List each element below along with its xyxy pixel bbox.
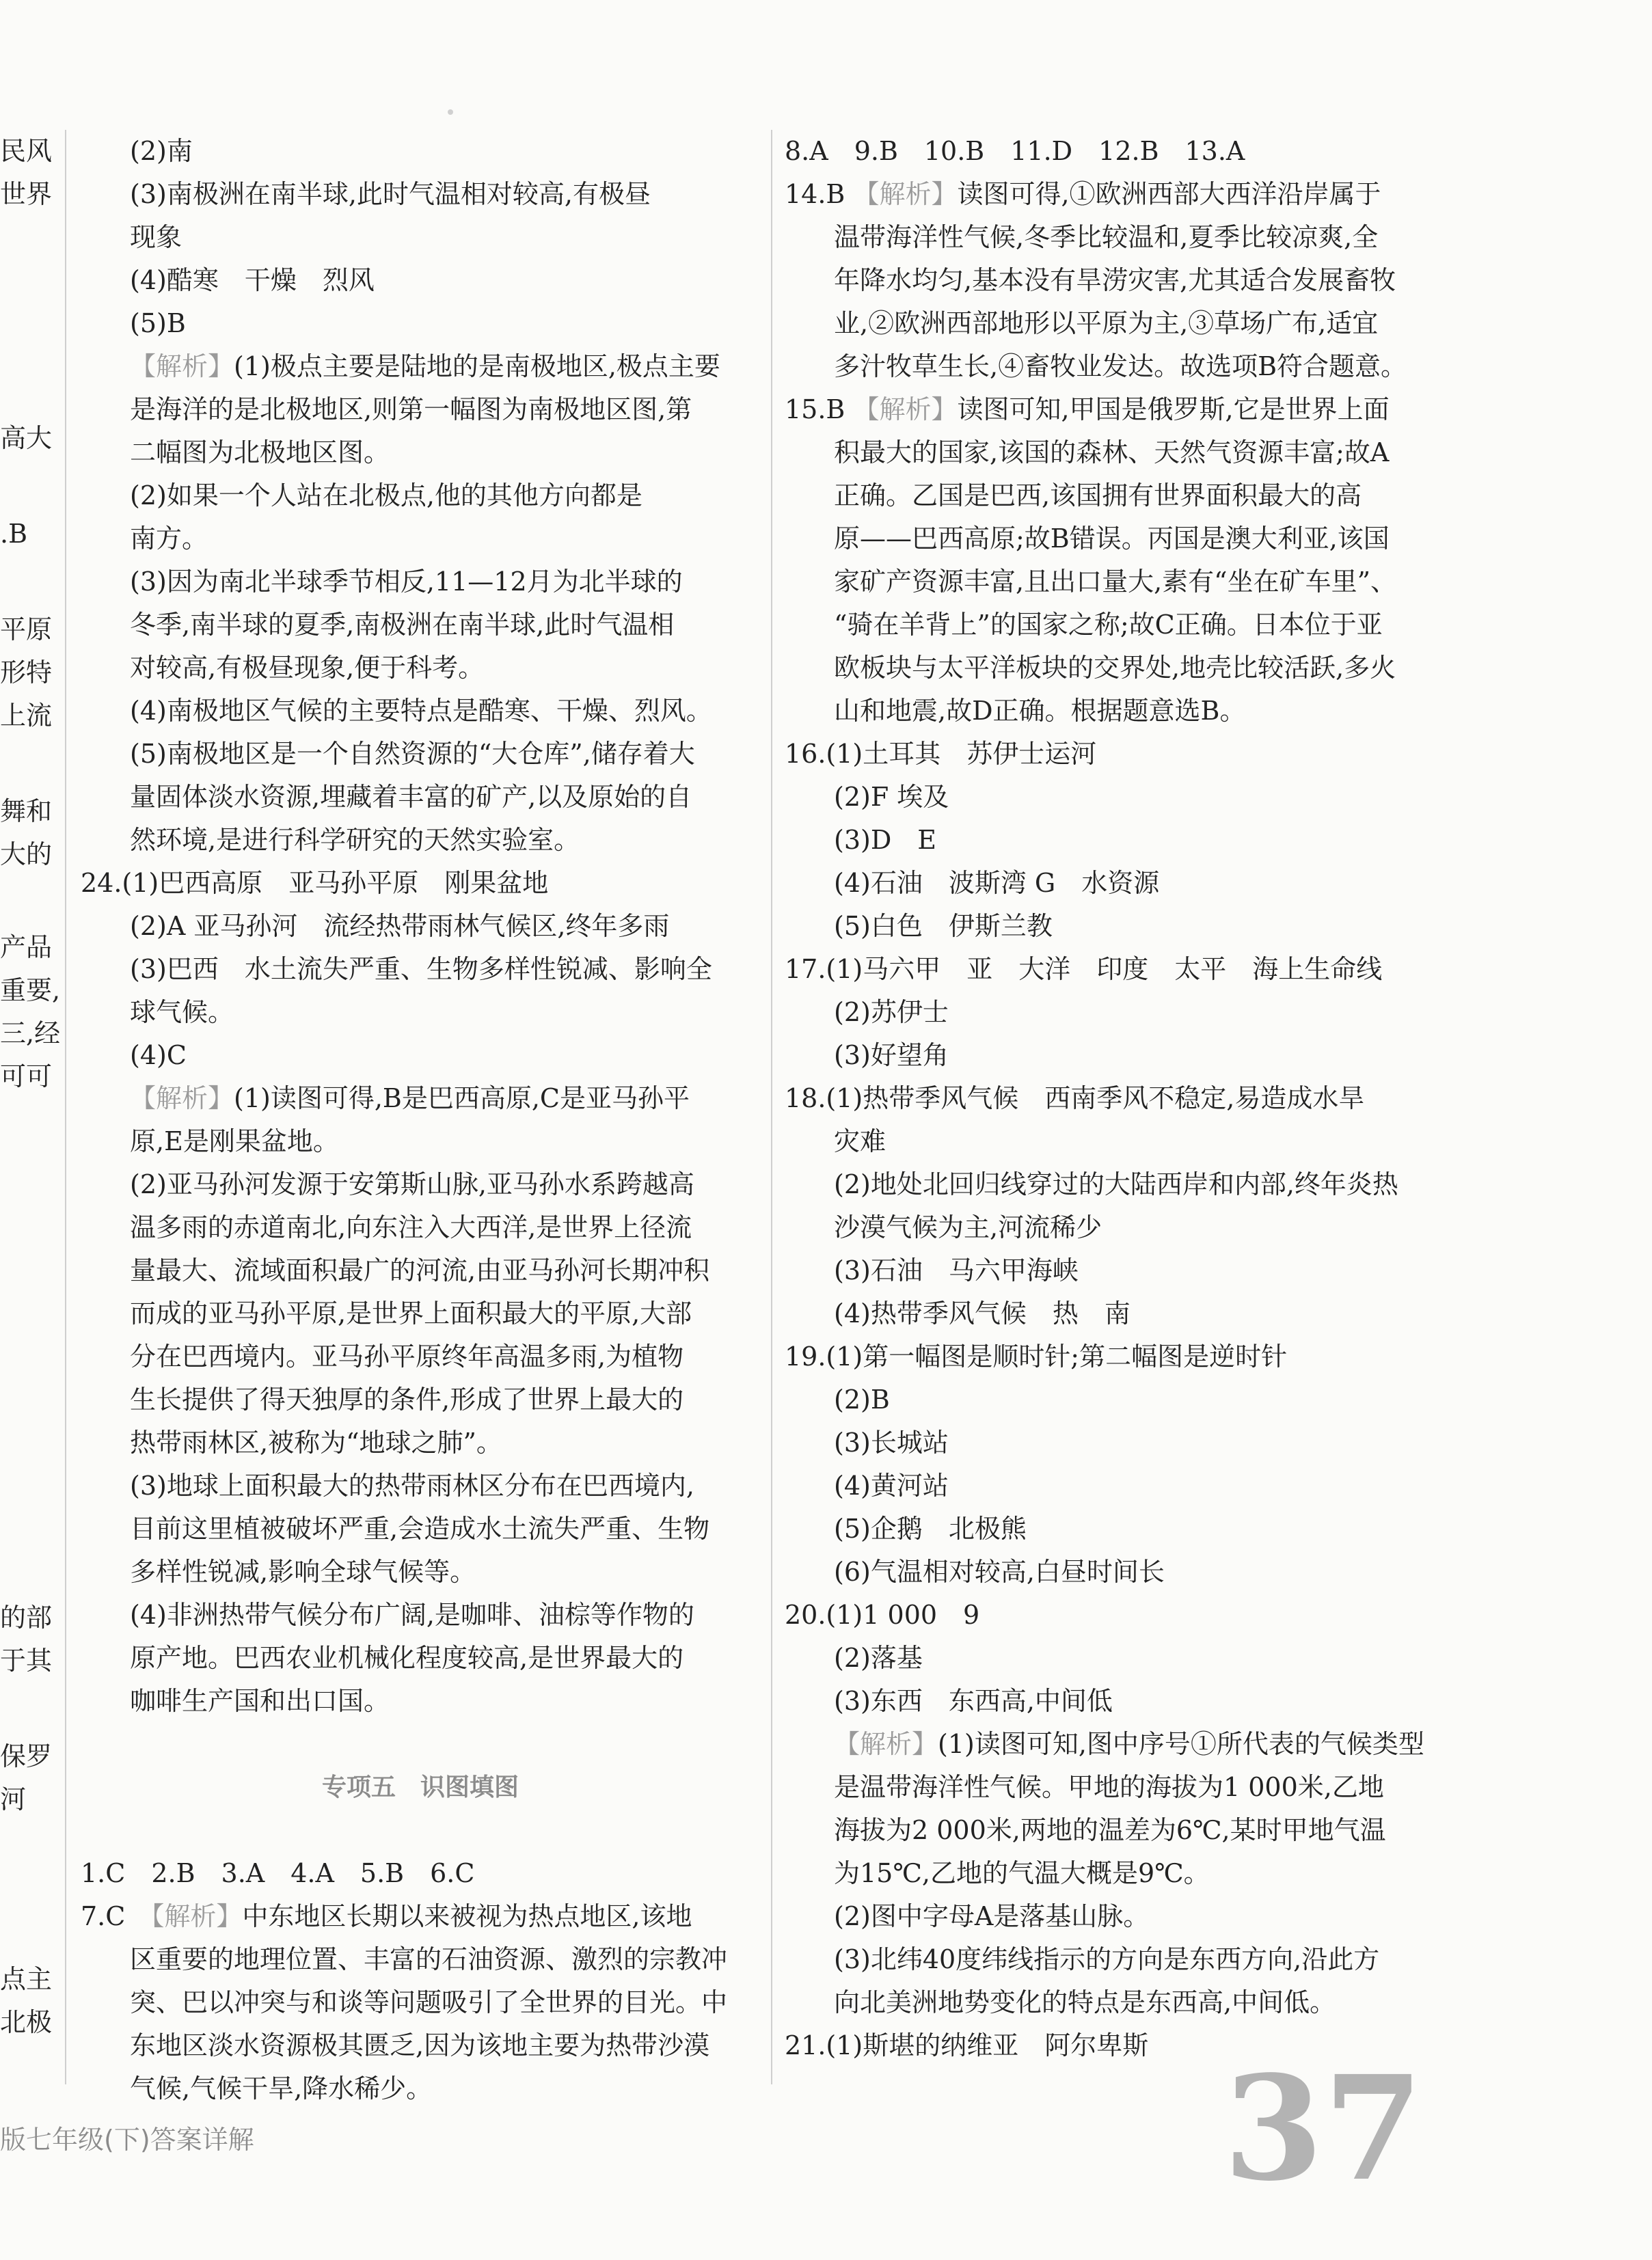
text-line <box>81 1378 760 1421</box>
page-number: 37 <box>1223 2044 1424 2213</box>
line-text: (4)C <box>130 1040 187 1070</box>
analysis-tag: 【解析】 <box>130 1083 234 1113</box>
line-text: (1)极点主要是陆地的是南极地区,极点主要 <box>234 351 720 381</box>
text-line <box>785 1766 1468 1809</box>
text-line <box>81 259 760 302</box>
line-text: 热带雨林区,被称为“地球之肺”。 <box>130 1428 502 1458</box>
text-line <box>785 1378 1468 1421</box>
text-line <box>785 1551 1468 1594</box>
analysis-tag: 【解析】 <box>834 1729 938 1759</box>
footer-text: 版七年级(下)答案详解 <box>0 2125 254 2155</box>
line-text: (1)读图可知,图中序号①所代表的气候类型 <box>938 1729 1424 1759</box>
text-line <box>785 862 1468 905</box>
text-line <box>785 560 1468 603</box>
line-text: 现象 <box>130 222 182 252</box>
text-line <box>81 1249 760 1292</box>
line-text: 原——巴西高原;故B错误。丙国是澳大利亚,该国 <box>834 523 1390 554</box>
analysis-tag: 【解析】 <box>130 351 234 381</box>
line-text: 对较高,有极昼现象,便于科考。 <box>130 653 485 683</box>
text-line <box>81 862 760 905</box>
edge-fragment: .B <box>0 519 28 549</box>
text-line <box>785 1034 1468 1077</box>
text-line <box>785 1249 1468 1292</box>
left-column <box>81 130 760 2110</box>
line-text: (3)东西 东西高,中间低 <box>834 1686 1113 1716</box>
text-line <box>81 2024 760 2067</box>
text-line <box>81 1551 760 1594</box>
line-text: 海拔为2 000米,两地的温差为6℃,某时甲地气温 <box>834 1815 1386 1845</box>
line-text: 量最大、流域面积最广的河流,由亚马孙河长期冲积 <box>130 1255 710 1285</box>
edge-fragment: 产品 <box>0 932 53 962</box>
line-text: (2)亚马孙河发源于安第斯山脉,亚马孙水系跨越高 <box>130 1169 694 1199</box>
text-line <box>81 1852 760 1895</box>
text-line <box>81 1981 760 2024</box>
line-text: 冬季,南半球的夏季,南极洲在南半球,此时气温相 <box>130 610 675 640</box>
line-text: 沙漠气候为主,河流稀少 <box>834 1212 1102 1242</box>
line-text: (2)A 亚马孙河 流经热带雨林气候区,终年多雨 <box>130 911 670 941</box>
edge-fragment: 高大 <box>0 423 53 453</box>
line-text: 东地区淡水资源极其匮乏,因为该地主要为热带沙漠 <box>130 2030 710 2060</box>
text-line <box>81 1465 760 1508</box>
line-text: (3)石油 马六甲海峡 <box>834 1255 1079 1285</box>
line-text: (2)苏伊士 <box>834 997 949 1027</box>
line-text: (4)黄河站 <box>834 1471 949 1501</box>
text-line <box>785 1163 1468 1206</box>
line-text: 温带海洋性气候,冬季比较温和,夏季比较凉爽,全 <box>834 222 1379 252</box>
text-line <box>785 1508 1468 1551</box>
line-text: (2)地处北回归线穿过的大陆西岸和内部,终年炎热 <box>834 1169 1398 1199</box>
line-text: 是温带海洋性气候。甲地的海拔为1 000米,乙地 <box>834 1772 1384 1802</box>
text-line <box>785 1981 1468 2024</box>
line-text: 分在巴西境内。亚马孙平原终年高温多雨,为植物 <box>130 1342 684 1372</box>
line-text: 17.(1)马六甲 亚 大洋 印度 太平 海上生命线 <box>785 954 1383 984</box>
text-line <box>785 259 1468 302</box>
text-line <box>785 130 1468 173</box>
text-line <box>81 905 760 948</box>
analysis-tag: 【解析】 <box>853 179 958 209</box>
text-line <box>785 948 1468 991</box>
line-text: 原,E是刚果盆地。 <box>130 1126 339 1156</box>
text-line <box>81 517 760 560</box>
text-line <box>81 345 760 388</box>
line-text: 多汁牧草生长,④畜牧业发达。故选项B符合题意。 <box>834 351 1407 381</box>
text-line <box>81 948 760 991</box>
line-text: 14.B <box>785 179 854 209</box>
line-text: (2)B <box>834 1385 890 1415</box>
line-text: 家矿产资源丰富,且出口量大,素有“坐在矿车里”、 <box>834 567 1397 597</box>
line-text: 向北美洲地势变化的特点是东西高,中间低。 <box>834 1987 1336 2017</box>
line-text: 18.(1)热带季风气候 西南季风不稳定,易造成水旱 <box>785 1083 1365 1113</box>
column-rule-middle <box>771 130 772 2084</box>
text-line <box>785 905 1468 948</box>
text-line <box>785 345 1468 388</box>
line-text: (4)石油 波斯湾 G 水资源 <box>834 868 1160 898</box>
text-line <box>81 1637 760 1680</box>
line-text: (3)好望角 <box>834 1040 949 1070</box>
text-line <box>81 216 760 259</box>
line-text: (2)F 埃及 <box>834 782 949 812</box>
text-line <box>81 819 760 862</box>
text-line <box>785 1680 1468 1723</box>
line-text: 而成的亚马孙平原,是世界上面积最大的平原,大部 <box>130 1298 692 1329</box>
text-line <box>785 1465 1468 1508</box>
line-text: 山和地震,故D正确。根据题意选B。 <box>834 696 1246 726</box>
text-line <box>81 1034 760 1077</box>
line-text: (4)南极地区气候的主要特点是酷寒、干燥、烈风。 <box>130 696 712 726</box>
line-text: 欧板块与太平洋板块的交界处,地壳比较活跃,多火 <box>834 653 1396 683</box>
text-line <box>81 1120 760 1163</box>
line-text: 多样性锐减,影响全球气候等。 <box>130 1557 476 1587</box>
edge-fragment: 重要, <box>0 975 61 1005</box>
text-line <box>81 603 760 646</box>
line-text: (2)南 <box>130 136 193 166</box>
text-line <box>785 733 1468 776</box>
line-text: (4)热带季风气候 热 南 <box>834 1298 1130 1329</box>
text-line <box>785 776 1468 819</box>
line-text: 球气候。 <box>130 997 234 1027</box>
text-line <box>785 1594 1468 1637</box>
line-text: (3)地球上面积最大的热带雨林区分布在巴西境内, <box>130 1471 694 1501</box>
text-line <box>81 1077 760 1120</box>
text-line <box>81 690 760 733</box>
text-line <box>81 431 760 474</box>
line-text: 读图可知,甲国是俄罗斯,它是世界上面 <box>957 394 1390 424</box>
line-text: (3)北纬40度纬线指示的方向是东西方向,沿此方 <box>834 1944 1380 1974</box>
edge-fragment: 北极 <box>0 2007 53 2037</box>
text-line <box>785 474 1468 517</box>
text-line <box>81 2067 760 2110</box>
line-text: 19.(1)第一幅图是顺时针;第二幅图是逆时针 <box>785 1342 1288 1372</box>
text-line <box>81 1594 760 1637</box>
edge-fragment: 民风 <box>0 136 53 166</box>
edge-fragment: 上流 <box>0 700 53 731</box>
analysis-tag: 【解析】 <box>853 394 958 424</box>
line-text: (1)读图可得,B是巴西高原,C是亚马孙平 <box>234 1083 690 1113</box>
text-line <box>785 1637 1468 1680</box>
line-text: 目前这里植被破坏严重,会造成水土流失严重、生物 <box>130 1514 710 1544</box>
section-title: 专项五 识图填图 <box>321 1773 519 1801</box>
line-text: 量固体淡水资源,埋藏着丰富的矿产,以及原始的自 <box>130 782 692 812</box>
line-text: 20.(1)1 000 9 <box>785 1600 980 1630</box>
text-line <box>785 1206 1468 1249</box>
text-line <box>785 1852 1468 1895</box>
line-text: 正确。乙国是巴西,该国拥有世界面积最大的高 <box>834 480 1362 510</box>
line-text: “骑在羊背上”的国家之称;故C正确。日本位于亚 <box>834 610 1383 640</box>
text-line <box>785 173 1468 216</box>
line-text: 温多雨的赤道南北,向东注入大西洋,是世界上径流 <box>130 1212 692 1242</box>
scan-dot <box>448 109 453 115</box>
text-line <box>81 302 760 345</box>
line-text: 中东地区长期以来被视为热点地区,该地 <box>242 1901 692 1931</box>
edge-fragment: 大的 <box>0 839 53 869</box>
edge-fragment: 世界 <box>0 179 53 209</box>
line-text: 为15℃,乙地的气温大概是9℃。 <box>834 1858 1210 1888</box>
line-text: (3)长城站 <box>834 1428 949 1458</box>
text-line <box>785 1077 1468 1120</box>
edge-fragment: 点主 <box>0 1964 53 1994</box>
line-text: 积最大的国家,该国的森林、天然气资源丰富;故A <box>834 437 1390 467</box>
line-text: (5)白色 伊斯兰教 <box>834 911 1053 941</box>
line-text: 原产地。巴西农业机械化程度较高,是世界最大的 <box>130 1643 684 1673</box>
text-line <box>81 560 760 603</box>
edge-fragment: 可可 <box>0 1061 53 1091</box>
text-line <box>785 646 1468 690</box>
line-text: (5)B <box>130 308 186 338</box>
line-text: 1.C 2.B 3.A 4.A 5.B 6.C <box>81 1858 475 1888</box>
column-rule-left <box>65 130 66 2084</box>
text-line <box>81 130 760 173</box>
text-line <box>785 1421 1468 1465</box>
line-text: 区重要的地理位置、丰富的石油资源、激烈的宗教冲 <box>130 1944 728 1974</box>
analysis-tag: 【解析】 <box>151 1901 243 1931</box>
text-line <box>81 1292 760 1335</box>
line-text: (3)南极洲在南半球,此时气温相对较高,有极昼 <box>130 179 651 209</box>
line-text: (3)因为南北半球季节相反,11—12月为北半球的 <box>130 567 683 597</box>
text-line <box>81 1895 760 1938</box>
line-text: 生长提供了得天独厚的条件,形成了世界上最大的 <box>130 1385 684 1415</box>
line-text: 二幅图为北极地区图。 <box>130 437 390 467</box>
text-line <box>785 216 1468 259</box>
text-line <box>785 1938 1468 1981</box>
text-line <box>81 1680 760 1723</box>
text-line <box>785 431 1468 474</box>
text-line <box>785 991 1468 1034</box>
line-text: 16.(1)土耳其 苏伊士运河 <box>785 739 1097 769</box>
line-text: (2)落基 <box>834 1643 923 1673</box>
text-line <box>81 1723 760 1766</box>
line-text: (2)如果一个人站在北极点,他的其他方向都是 <box>130 480 642 510</box>
right-column <box>785 130 1468 2067</box>
line-text: 年降水均匀,基本没有旱涝灾害,尤其适合发展畜牧 <box>834 265 1396 295</box>
text-line <box>81 733 760 776</box>
line-text: (6)气温相对较高,白昼时间长 <box>834 1557 1165 1587</box>
text-line <box>785 388 1468 431</box>
text-line <box>81 1938 760 1981</box>
text-line <box>81 1335 760 1378</box>
text-line <box>785 603 1468 646</box>
edge-fragment: 保罗 <box>0 1741 53 1771</box>
edge-fragment: 于其 <box>0 1646 53 1676</box>
text-line <box>785 1335 1468 1378</box>
text-line <box>81 1809 760 1852</box>
line-text: 气候,气候干旱,降水稀少。 <box>130 2073 433 2104</box>
line-text: 8.A 9.B 10.B 11.D 12.B 13.A <box>785 136 1245 166</box>
line-text: 灾难 <box>834 1126 886 1156</box>
edge-fragment: 舞和 <box>0 796 53 826</box>
line-text: 24.(1)巴西高原 亚马孙平原 刚果盆地 <box>81 868 549 898</box>
text-line <box>81 1163 760 1206</box>
text-line <box>785 1120 1468 1163</box>
line-text: 然环境,是进行科学研究的天然实验室。 <box>130 825 580 855</box>
line-text: (3)巴西 水土流失严重、生物多样性锐减、影响全 <box>130 954 712 984</box>
text-line <box>785 1292 1468 1335</box>
text-line <box>81 776 760 819</box>
line-text: (5)企鹅 北极熊 <box>834 1514 1027 1544</box>
text-line <box>81 646 760 690</box>
line-text: 突、巴以冲突与和谈等问题吸引了全世界的目光。中 <box>130 1987 728 2017</box>
line-text: (2)图中字母A是落基山脉。 <box>834 1901 1150 1931</box>
text-line <box>81 1421 760 1465</box>
line-text: 南方。 <box>130 523 208 554</box>
line-text: 7.C <box>81 1901 152 1931</box>
line-text: (3)D E <box>834 825 937 855</box>
text-line <box>81 474 760 517</box>
text-line <box>785 690 1468 733</box>
text-line <box>785 302 1468 345</box>
line-text: 咖啡生产国和出口国。 <box>130 1686 390 1716</box>
text-line <box>81 1206 760 1249</box>
line-text: 是海洋的是北极地区,则第一幅图为南极地区图,第 <box>130 394 692 424</box>
line-text: (4)酷寒 干燥 烈风 <box>130 265 375 295</box>
line-text: 读图可得,①欧洲西部大西洋沿岸属于 <box>957 179 1381 209</box>
edge-fragment: 形特 <box>0 657 53 687</box>
text-line <box>785 517 1468 560</box>
text-line <box>81 173 760 216</box>
line-text: (5)南极地区是一个自然资源的“大仓库”,储存着大 <box>130 739 695 769</box>
text-line <box>785 1809 1468 1852</box>
text-line <box>81 991 760 1034</box>
edge-fragment: 三,经 <box>0 1018 61 1048</box>
line-text: (4)非洲热带气候分布广阔,是咖啡、油棕等作物的 <box>130 1600 694 1630</box>
edge-fragment: 平原 <box>0 614 53 644</box>
line-text: 15.B <box>785 394 854 424</box>
edge-fragment: 的部 <box>0 1603 53 1633</box>
text-line <box>81 1508 760 1551</box>
text-line <box>785 1723 1468 1766</box>
line-text: 21.(1)斯堪的纳维亚 阿尔卑斯 <box>785 2030 1149 2060</box>
line-text: 业,②欧洲西部地形以平原为主,③草场广布,适宜 <box>834 308 1379 338</box>
text-line <box>785 1895 1468 1938</box>
text-line <box>785 819 1468 862</box>
edge-fragment: 河 <box>0 1784 27 1814</box>
text-line <box>81 388 760 431</box>
